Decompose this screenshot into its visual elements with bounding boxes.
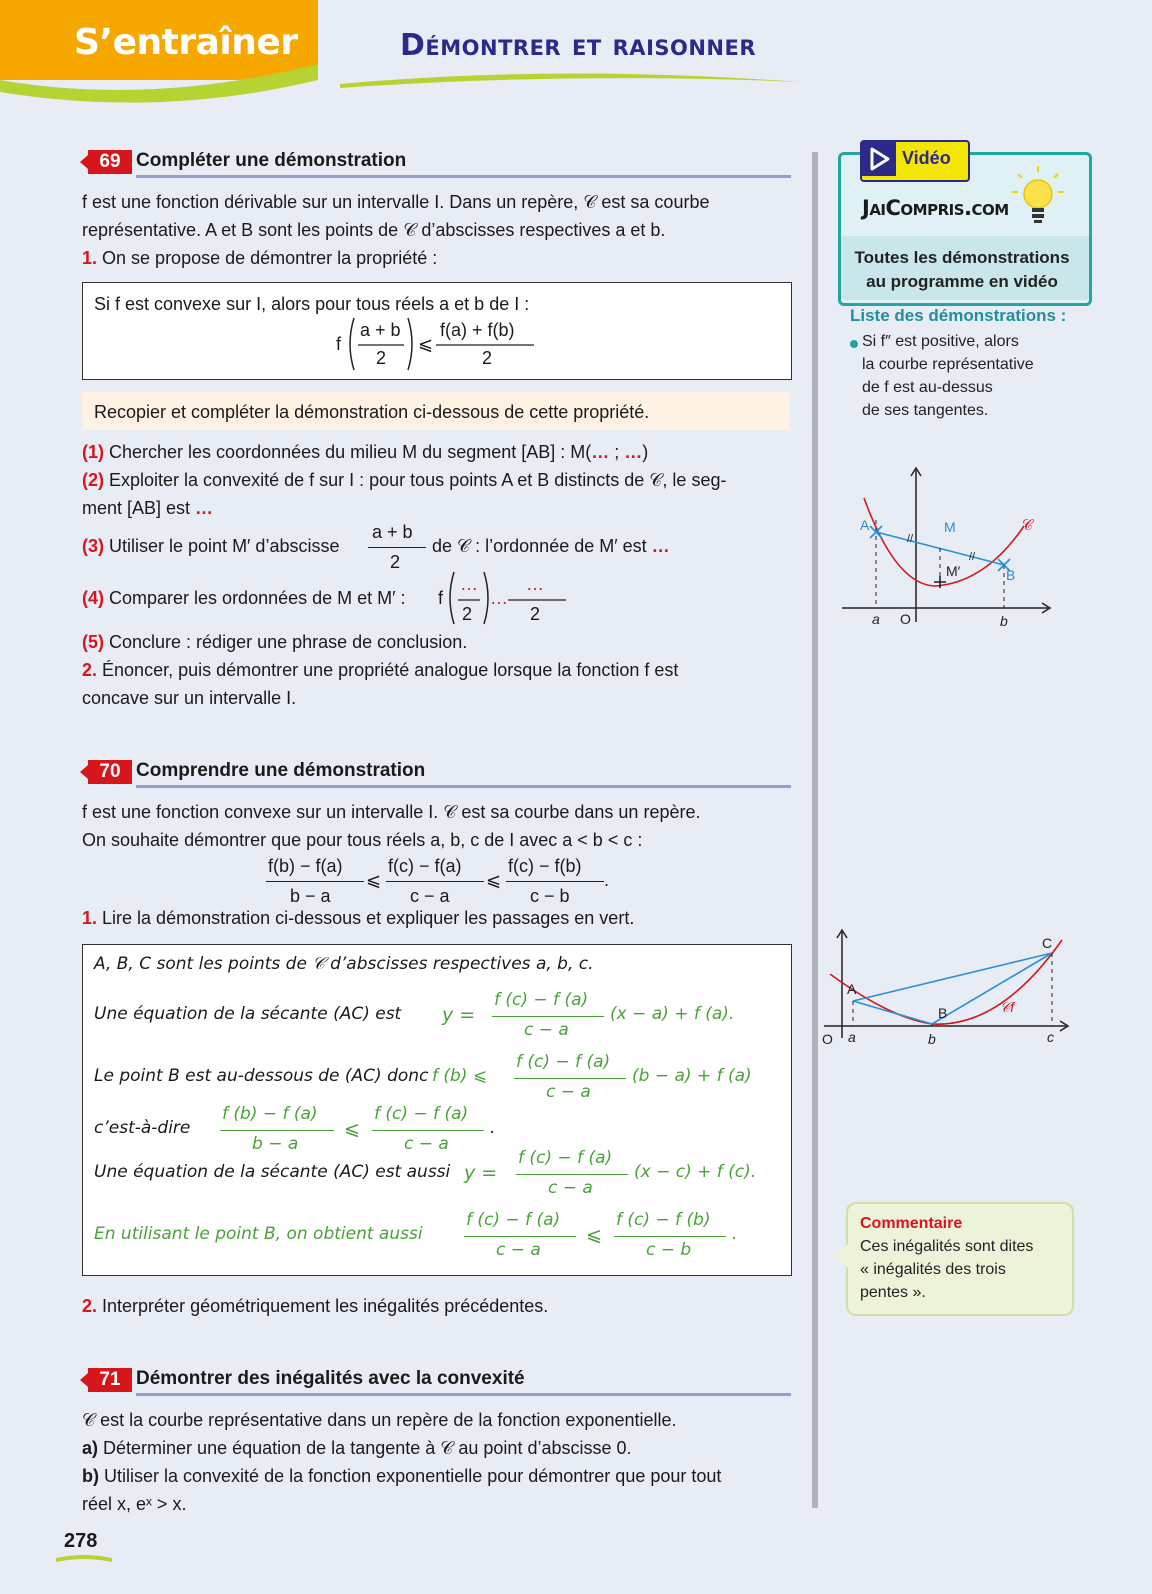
proof-green: b − a — [252, 1134, 299, 1154]
leq-sign: ⩽ — [418, 334, 434, 354]
question-1 — [82, 244, 437, 272]
frac-bar — [514, 1078, 626, 1079]
exercise-number: 69 — [88, 150, 132, 174]
frac-den: c − b — [530, 886, 570, 906]
list-item[interactable] — [862, 330, 1034, 422]
list-line: de f est au-dessus — [862, 379, 993, 396]
frac-num: a + b — [360, 320, 401, 340]
paragraph: concave sur un intervalle I. — [82, 688, 297, 708]
exercise-number: 70 — [88, 760, 132, 784]
step-number: (2) — [82, 470, 104, 490]
property-statement: Si f est convexe sur I, alors pour tous réels a et b de I : — [94, 294, 530, 314]
tag-swoosh — [0, 62, 330, 106]
proof-green: f (c) − f (a) — [494, 990, 589, 1010]
question-text: Interpréter géométriquement les inégalités précédentes. — [102, 1296, 549, 1316]
comment-content — [860, 1212, 1033, 1304]
chord-AC — [853, 953, 1052, 1001]
question-label: a) — [82, 1438, 99, 1458]
chord-AB — [853, 1001, 932, 1024]
label-C: C — [1042, 935, 1053, 951]
separator: ; — [609, 442, 625, 462]
label-A: A — [847, 981, 857, 997]
question-2 — [82, 1292, 548, 1320]
chord-BC — [932, 953, 1052, 1024]
question-1 — [82, 904, 634, 932]
blank: … — [624, 442, 643, 462]
step-text: de 𝒞 : l’ordonnée de M′ est — [432, 536, 652, 556]
page-title: Démontrer et raisonner — [400, 28, 757, 63]
question-label: b) — [82, 1466, 99, 1486]
paragraph: On souhaite démontrer que pour tous réels a, b, c de I avec a < b < c : — [82, 830, 643, 850]
proof-green: f (c) − f (b) — [616, 1210, 711, 1230]
frac-den: 2 — [462, 604, 473, 624]
exercise-rule — [136, 785, 791, 788]
question-text: Lire la démonstration ci-dessous et expliquer les passages en vert. — [102, 908, 635, 928]
step-3 — [82, 532, 339, 560]
paragraph: 𝒞 est la courbe représentative dans un repère de la fonction exponentielle. — [82, 1410, 677, 1430]
step-3-cont — [432, 532, 670, 560]
proof-green: f (c) − f (a) — [466, 1210, 561, 1230]
list-line: Si f″ est positive, alors — [862, 333, 1019, 350]
comment-line: Ces inégalités sont dites — [860, 1238, 1034, 1255]
list-line: de ses tangentes. — [862, 402, 989, 419]
step-text: Chercher les coordonnées du milieu M du segment [AB] : M( — [109, 442, 592, 462]
caption-line: Toutes les démonstrations — [854, 248, 1070, 267]
frac-bar — [492, 1016, 604, 1017]
question-number: 2. — [82, 660, 98, 680]
exercise-rule — [136, 1393, 791, 1396]
question-number: 2. — [82, 1296, 98, 1316]
label-O: O — [822, 1031, 833, 1047]
frac-bar — [516, 1174, 628, 1175]
sidebar-divider — [812, 152, 818, 1508]
comment-pointer — [832, 1244, 850, 1268]
label-O: O — [900, 611, 911, 627]
play-icon — [862, 142, 896, 176]
exercise-number: 71 — [88, 1368, 132, 1392]
proof-green: (b − a) + f (a) — [632, 1066, 752, 1086]
proof-green: f (c) − f (a) — [518, 1148, 613, 1168]
step-number: (5) — [82, 632, 104, 652]
label-a: a — [872, 611, 880, 627]
label-b: b — [928, 1031, 936, 1047]
frac-bar — [220, 1130, 334, 1131]
proof-green: c − a — [546, 1082, 591, 1102]
site-logo[interactable]: JaiCompris.com — [862, 196, 1009, 220]
question-b — [82, 1462, 721, 1490]
comment-line: « inégalités des trois — [860, 1261, 1006, 1278]
instruction: Recopier et compléter la démonstration ci-dessous de cette propriété. — [94, 402, 650, 422]
proof-green: f (c) − f (a) — [516, 1052, 611, 1072]
leq-sign: ⩽ — [486, 870, 502, 890]
page-number-underline — [56, 1554, 112, 1564]
exercise-title: Comprendre une démonstration — [136, 760, 426, 781]
tick-mark: // — [907, 533, 914, 545]
step-text: Comparer les ordonnées de M et M′ : — [109, 588, 406, 608]
frac-bar — [464, 1236, 576, 1237]
blank: … — [651, 536, 670, 556]
label-a: a — [848, 1029, 856, 1045]
video-caption — [842, 246, 1082, 294]
title-underline — [340, 60, 810, 90]
blank: … — [490, 588, 508, 608]
frac-den: c − a — [410, 886, 450, 906]
exercise-title: Démontrer des inégalités avec la convexité — [136, 1368, 525, 1389]
frac-den: 2 — [530, 604, 541, 624]
question-text: Déterminer une équation de la tangente à 𝒞 au point d’abscisse 0. — [103, 1438, 632, 1458]
step-number: (3) — [82, 536, 104, 556]
label-B: B — [1006, 567, 1016, 583]
frac-num: a + b — [372, 522, 413, 542]
step-text: ment [AB] est — [82, 498, 196, 518]
blank: … — [460, 574, 478, 594]
proof-green: (x − c) + f (c). — [634, 1162, 757, 1182]
curve-C — [864, 498, 1024, 586]
tick-mark: // — [969, 551, 976, 563]
label-A: A — [860, 517, 870, 533]
comment-title: Commentaire — [860, 1215, 963, 1232]
exercise-title: Compléter une démonstration — [136, 150, 407, 171]
caption-line: au programme en vidéo — [866, 272, 1058, 291]
step-text: Utiliser le point M′ d’abscisse — [109, 536, 340, 556]
step-4 — [82, 584, 406, 612]
proof-green: c − a — [496, 1240, 541, 1260]
paragraph: réel x, eˣ > x. — [82, 1494, 187, 1514]
bullet-icon — [850, 340, 858, 348]
proof-green: y = — [442, 1004, 476, 1026]
step-5 — [82, 628, 467, 656]
label-M: M — [944, 519, 956, 535]
page-number: 278 — [64, 1530, 98, 1552]
question-a — [82, 1434, 632, 1462]
question-text: On se propose de démontrer la propriété : — [102, 248, 438, 268]
list-title: Liste des démonstrations : — [850, 306, 1067, 325]
question-text: Énoncer, puis démontrer une propriété analogue lorsque la fonction f est — [102, 660, 679, 680]
proof-green: c − b — [646, 1240, 692, 1260]
frac-den: b − a — [290, 886, 331, 906]
frac-den: 2 — [390, 552, 401, 572]
proof-line: Le point B est au-dessous de (AC) donc — [94, 1066, 429, 1086]
paragraph: f est une fonction dérivable sur un intervalle I. Dans un repère, 𝒞 est sa courbe — [82, 192, 710, 212]
period: . — [604, 870, 610, 890]
proof-green: (x − a) + f (a). — [610, 1004, 735, 1024]
proof-green: f (b) − f (a) — [222, 1104, 318, 1124]
proof-green: y = — [464, 1162, 498, 1184]
label-B: B — [938, 1005, 948, 1021]
step-number: (4) — [82, 588, 104, 608]
section-tag-label: S’entraîner — [74, 22, 298, 63]
frac-den: 2 — [482, 348, 493, 368]
comment-line: pentes ». — [860, 1284, 926, 1301]
label-b: b — [1000, 613, 1008, 629]
lightbulb-icon — [1008, 164, 1068, 230]
question-number: 1. — [82, 908, 98, 928]
question-2 — [82, 656, 678, 684]
blank: … — [591, 442, 610, 462]
proof-green: c − a — [524, 1020, 569, 1040]
paragraph: représentative. A et B sont les points de 𝒞 d’abscisses respectives a et b. — [82, 220, 666, 240]
step-text: Conclure : rédiger une phrase de conclusion. — [109, 632, 468, 652]
frac-num: f(b) − f(a) — [268, 856, 343, 876]
proof-green: c − a — [548, 1178, 593, 1198]
exercise-rule — [136, 175, 791, 178]
step-2 — [82, 466, 726, 494]
proof-green: f (b) ⩽ — [432, 1066, 488, 1086]
leq-sign: ⩽ — [366, 870, 382, 890]
step-1 — [82, 438, 648, 466]
property-f: f — [336, 334, 342, 354]
graph-tangent — [836, 462, 1056, 632]
frac-num: f(c) − f(a) — [388, 856, 462, 876]
step-number: (1) — [82, 442, 104, 462]
question-text: Utiliser la convexité de la fonction exponentielle pour démontrer que pour tout — [104, 1466, 722, 1486]
frac-den: 2 — [376, 348, 387, 368]
proof-line: En utilisant le point B, on obtient aussi — [94, 1224, 423, 1244]
period: . — [732, 1224, 738, 1244]
blank: … — [195, 498, 214, 518]
frac-num: f(c) − f(b) — [508, 856, 582, 876]
paren: ) — [642, 442, 649, 462]
blank: … — [526, 574, 544, 594]
step-2-cont — [82, 494, 213, 522]
frac-bar — [614, 1236, 726, 1237]
proof-line: A, B, C sont les points de 𝒞 d’abscisses respectives a, b, c. — [94, 954, 594, 974]
step-4-f: f — [438, 588, 444, 608]
proof-line: c’est-à-dire — [94, 1118, 191, 1138]
proof-line: Une équation de la sécante (AC) est aussi — [94, 1162, 451, 1182]
proof-green: ⩽ — [344, 1118, 360, 1140]
proof-line: Une équation de la sécante (AC) est — [94, 1004, 402, 1024]
list-line: la courbe représentative — [862, 356, 1034, 373]
question-number: 1. — [82, 248, 98, 268]
label-curve: 𝒞f — [1000, 999, 1015, 1015]
period: . — [490, 1118, 496, 1138]
step-text: Exploiter la convexité de f sur I : pour tous points A et B distincts de 𝒞, le seg- — [109, 470, 727, 490]
frac-num: f(a) + f(b) — [440, 320, 515, 340]
graph-three-slopes — [820, 928, 1070, 1054]
video-tag-label: Vidéo — [902, 148, 951, 168]
proof-green: f (c) − f (a) — [374, 1104, 469, 1124]
paragraph: f est une fonction convexe sur un intervalle I. 𝒞 est sa courbe dans un repère. — [82, 802, 701, 822]
label-c: c — [1047, 1029, 1054, 1045]
label-Mp: M′ — [946, 563, 961, 579]
proof-green: c − a — [404, 1134, 449, 1154]
label-curve: 𝒞 — [1022, 517, 1033, 534]
frac-bar — [372, 1130, 484, 1131]
proof-green: ⩽ — [586, 1224, 602, 1246]
